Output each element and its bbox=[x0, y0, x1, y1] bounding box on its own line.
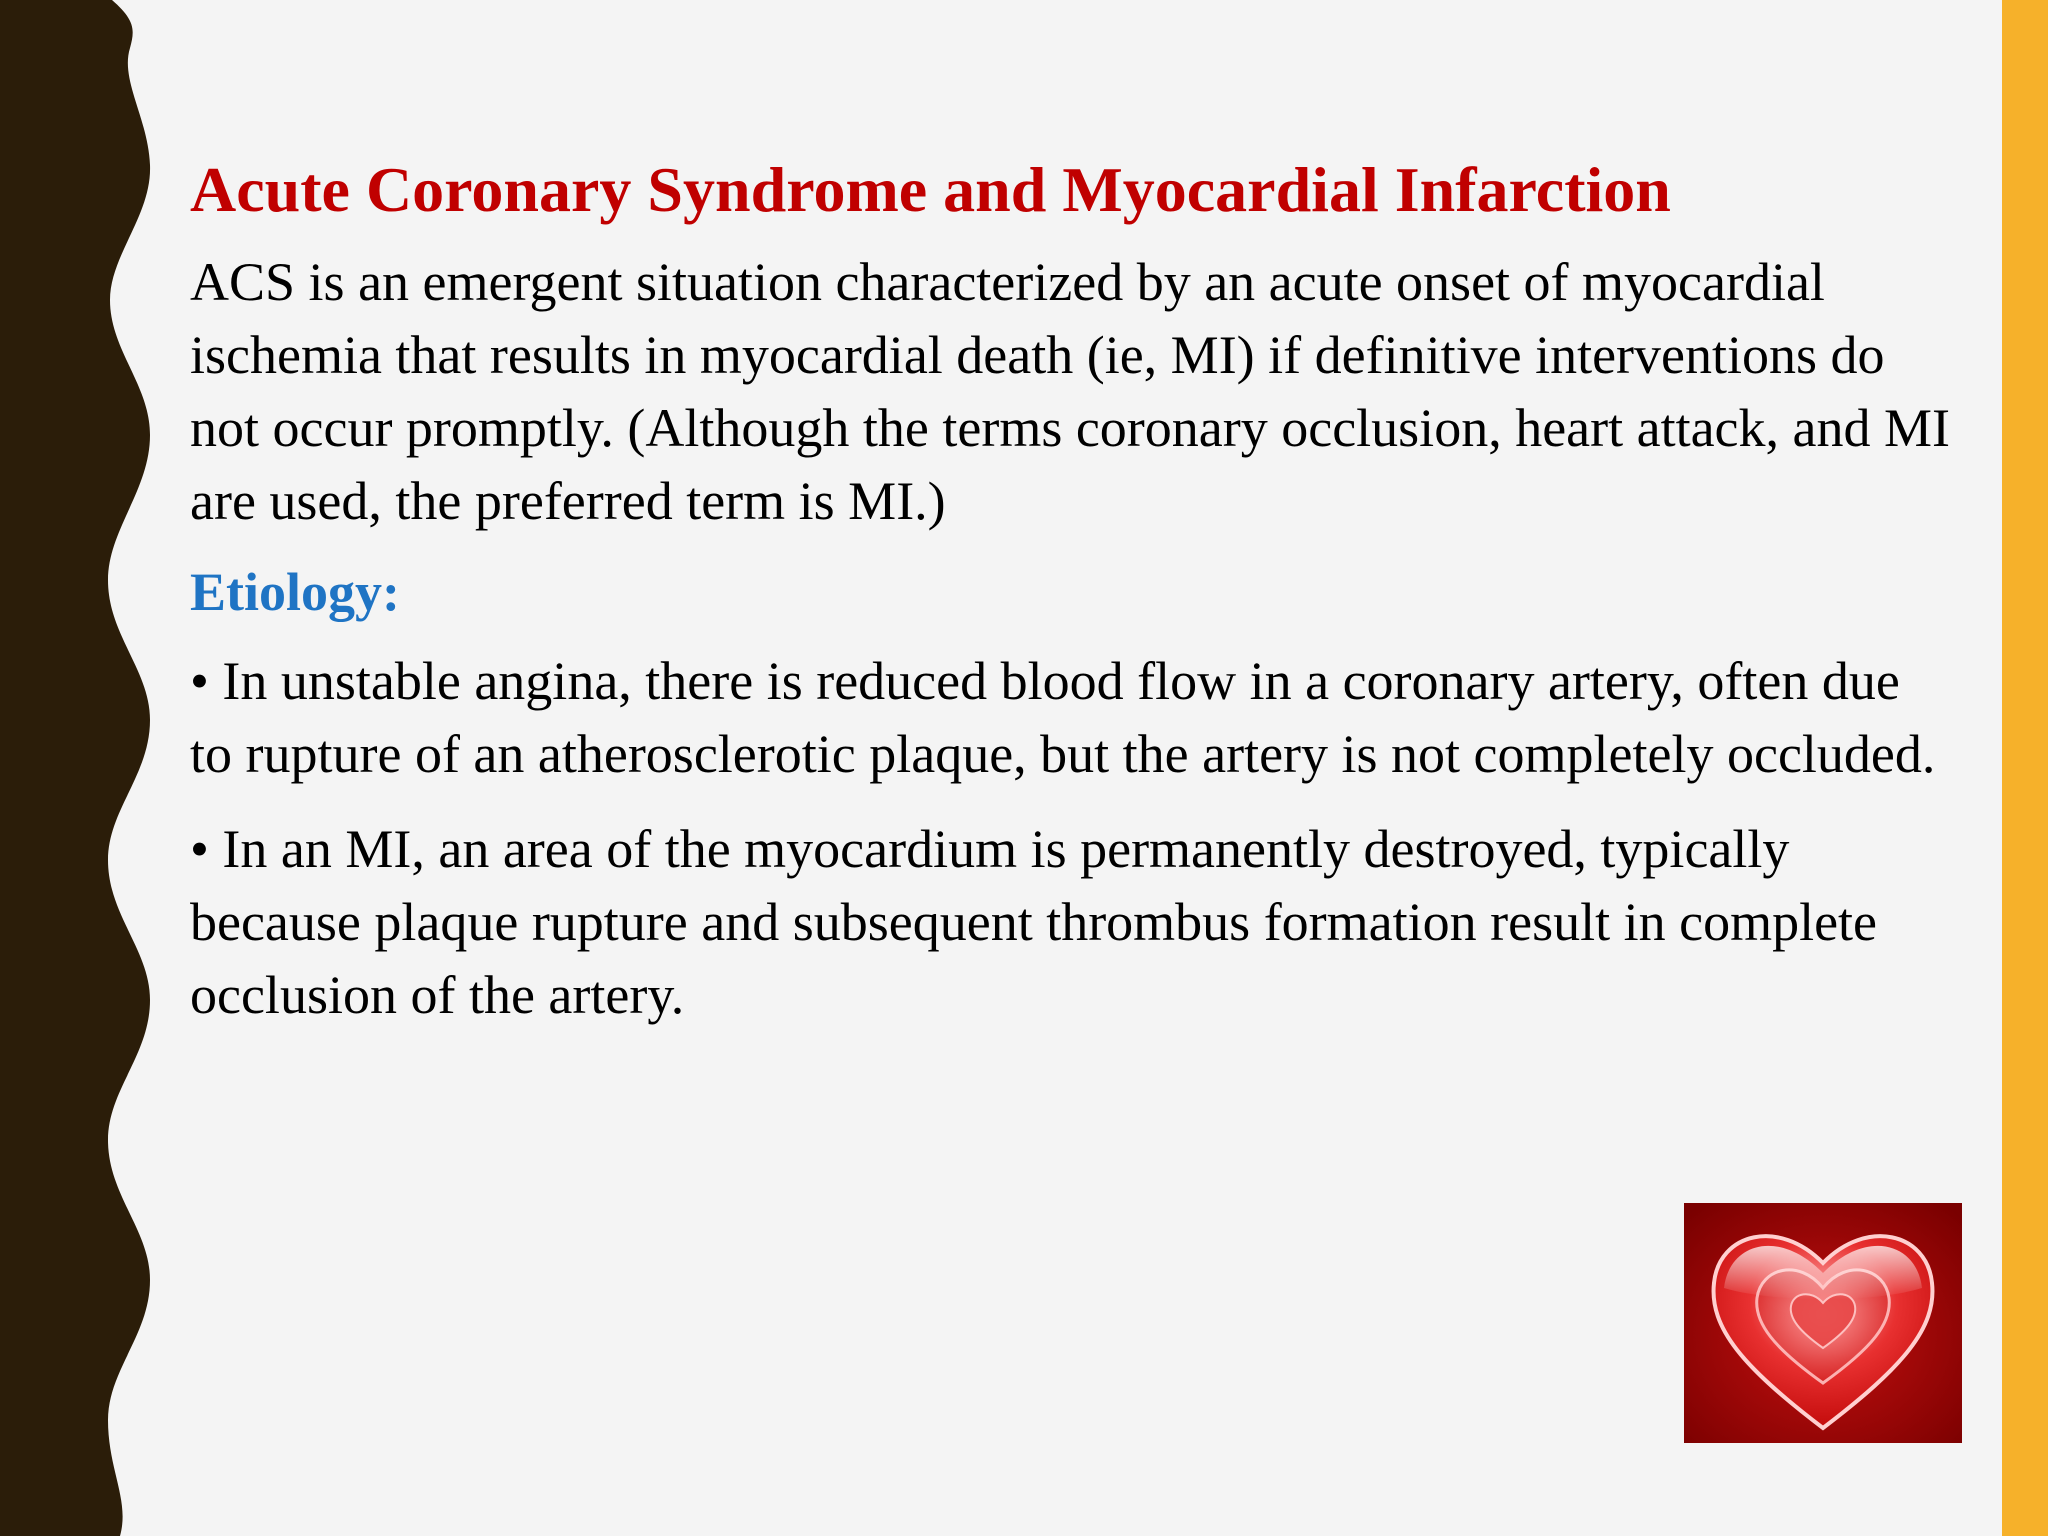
heart-icon bbox=[1684, 1203, 1962, 1443]
wavy-left-border bbox=[0, 0, 170, 1536]
etiology-heading: Etiology: bbox=[190, 562, 400, 622]
bullet-mi: • In an MI, an area of the myocardium is permanently destroyed, typically because plaque rupture and subsequent thrombus formation result in complete occlusion of the artery. bbox=[190, 819, 1878, 1025]
accent-bar bbox=[2002, 0, 2048, 1536]
slide-content bbox=[190, 148, 1950, 1054]
intro-paragraph: ACS is an emergent situation characterized by an acute onset of myocardial ischemia that results in myocardial death (ie, MI) if definitive interventions do not occur promptly. (Although the terms coronary occlusion, heart attack, and MI are used, the preferred term is MI.) bbox=[190, 252, 1950, 531]
bullet-unstable-angina: • In unstable angina, there is reduced blood flow in a coronary artery, often due to rupture of an atherosclerotic plaque, but the artery is not completely occluded. bbox=[190, 651, 1936, 784]
slide-title: Acute Coronary Syndrome and Myocardial Infarction bbox=[190, 154, 1671, 225]
